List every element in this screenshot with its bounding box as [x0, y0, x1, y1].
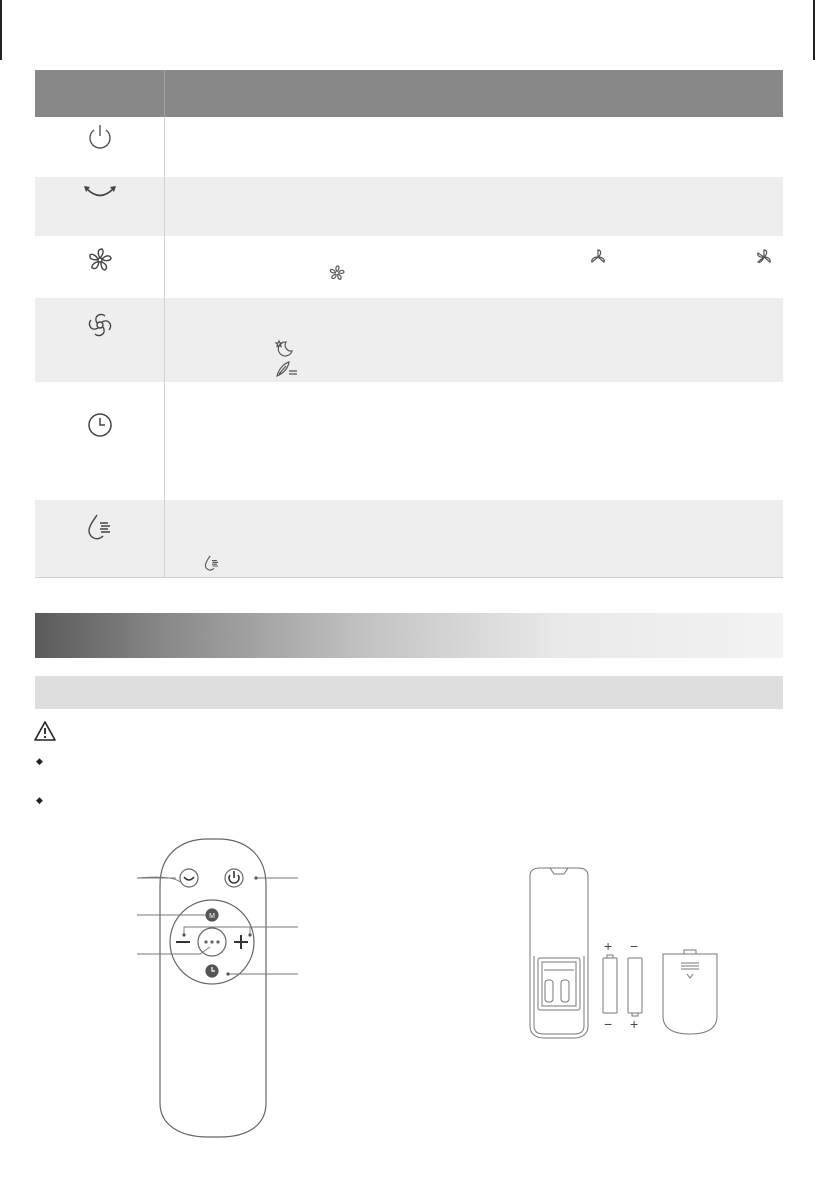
fan-speed-icon: [35, 246, 164, 274]
battery-installation-diagram: [520, 866, 730, 1042]
humidify-icon: [35, 512, 164, 542]
battery-minus-label: −: [630, 938, 639, 954]
oscillation-icon: [35, 182, 164, 204]
warning-triangle-icon: [33, 720, 57, 747]
table-header: [35, 70, 783, 117]
sleep-mode-icon: [274, 339, 294, 362]
humidify-small-icon: [203, 554, 221, 577]
function-table: [35, 70, 783, 578]
fan-low-icon: [588, 248, 608, 271]
section-title-bar: [35, 613, 783, 658]
subsection-title-bar: [35, 676, 783, 709]
mode-swirl-icon: [35, 310, 164, 340]
timer-clock-icon: [35, 411, 164, 439]
fan-mid-icon: [754, 248, 774, 271]
battery-plus-label: +: [630, 1016, 639, 1032]
bullet-marker: ◆: [36, 756, 43, 766]
bullet-marker: ◆: [36, 795, 43, 805]
crop-mark-left: [0, 0, 2, 60]
battery-plus-label: +: [604, 938, 613, 954]
table-row-timer: [35, 382, 783, 500]
power-icon: [35, 123, 164, 151]
fan-high-icon: [328, 264, 346, 287]
crop-mark-right: [813, 0, 815, 60]
battery-minus-label: −: [604, 1016, 613, 1032]
svg-text:M: M: [209, 913, 215, 920]
natural-wind-icon: [275, 360, 299, 383]
remote-control-diagram: [130, 835, 310, 1145]
